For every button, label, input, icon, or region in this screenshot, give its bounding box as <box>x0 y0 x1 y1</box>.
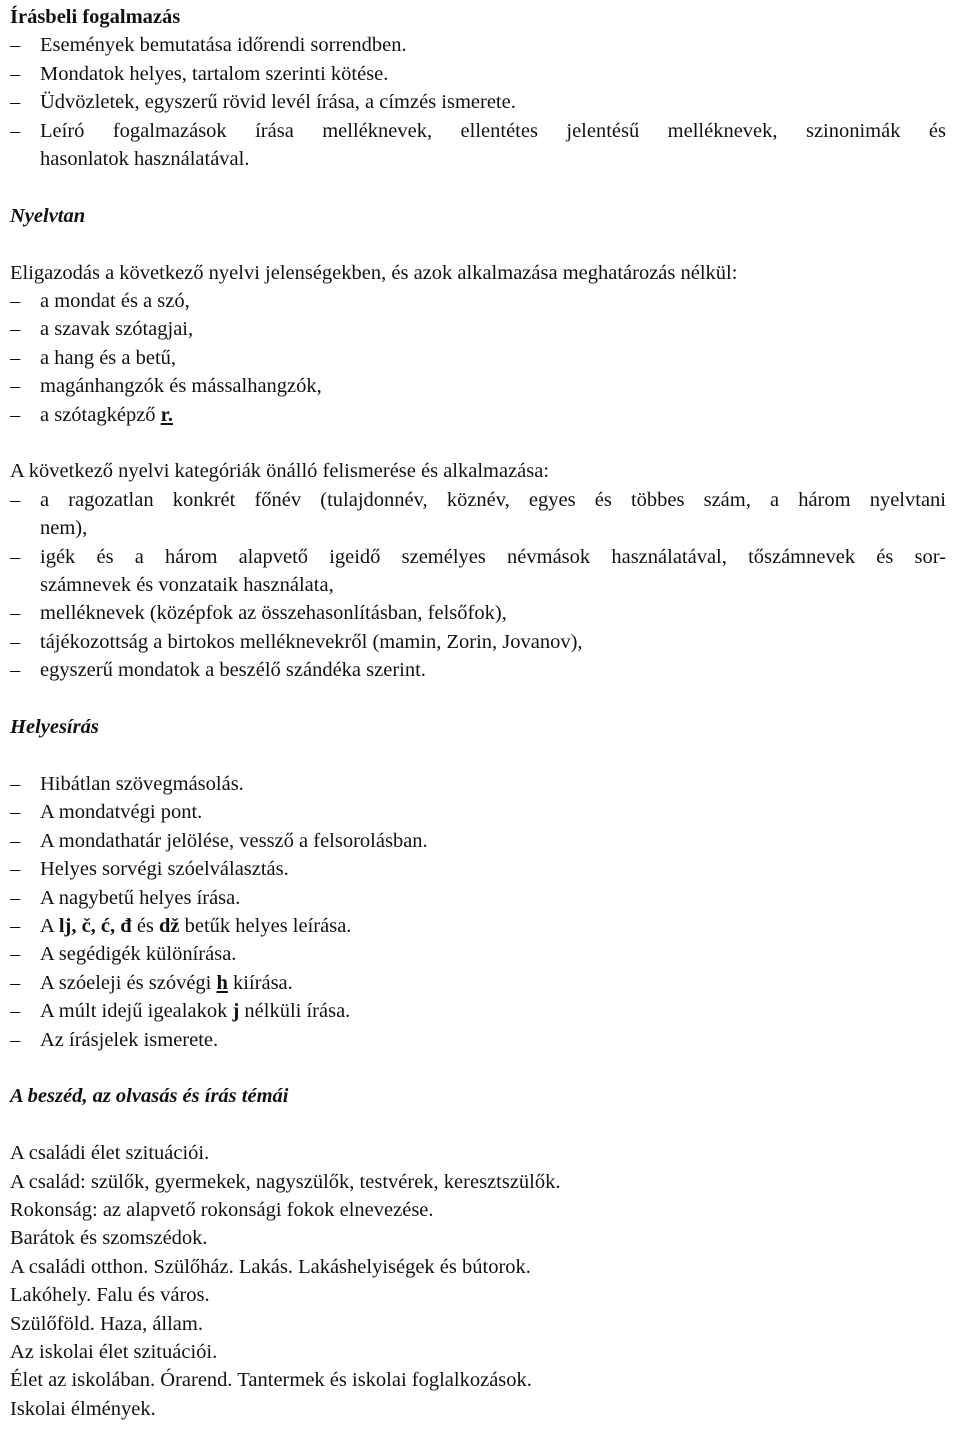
nyelvtan-categories <box>10 486 946 685</box>
topic-line: A családi otthon. Szülőház. Lakás. Lakáshelyiségek és bútorok. <box>10 1255 531 1278</box>
section-title-irasbeli: Írásbeli fogalmazás <box>10 6 181 28</box>
list-item <box>10 969 946 997</box>
list-item-line: – Leíró fogalmazások írása melléknevek, ellentétes jelentésű melléknevek, szinonimák és <box>40 119 946 142</box>
list-item <box>10 997 946 1025</box>
helyesiras-list <box>10 770 946 1054</box>
underlined-letter: r <box>160 403 168 426</box>
list-item-text: betűk helyes leírása. <box>179 914 352 937</box>
nyelvtan-intro: Eligazodás a következő nyelvi jelenségekben, és azok alkalmazása meghatározás nélkül: <box>10 261 738 284</box>
list-item: – Mondatok helyes, tartalom szerinti kötése. <box>10 60 946 88</box>
list-item: – melléknevek (középfok az összehasonlításban, felsőfok), <box>10 599 946 627</box>
document-page <box>10 3 946 1423</box>
list-item-line: – igék és a három alapvető igeidő személyes névmások használatával, tőszámnevek és sor- <box>40 545 946 568</box>
topic-line: A családi élet szituációi. <box>10 1142 210 1165</box>
list-item: – a hang és a betű, <box>10 344 946 372</box>
topic-line: Élet az iskolában. Órarend. Tantermek és iskolai foglalkozások. <box>10 1369 532 1392</box>
list-item <box>10 401 946 429</box>
list-item: – A mondatvégi pont. <box>10 798 946 826</box>
temak-list <box>10 1139 946 1423</box>
list-item-line: nem), <box>40 517 88 540</box>
list-item: – A segédigék különírása. <box>10 940 946 968</box>
topic-line: Szülőföld. Haza, állam. <box>10 1312 203 1335</box>
list-item <box>10 912 946 940</box>
list-item <box>10 543 946 600</box>
list-item: – magánhangzók és mássalhangzók, <box>10 372 946 400</box>
underlined-letter: h <box>216 971 228 994</box>
list-item-text: nélküli írása. <box>239 1000 351 1023</box>
bold-letters: lj, č, ć, đ <box>58 914 132 937</box>
list-item-text: . <box>167 403 174 426</box>
list-item: – Események bemutatása időrendi sorrendben. <box>10 31 946 59</box>
topic-line: Lakóhely. Falu és város. <box>10 1284 210 1307</box>
list-item-text: a szótagképző <box>40 403 161 426</box>
topic-line: Iskolai élmények. <box>10 1397 156 1420</box>
list-item: – a mondat és a szó, <box>10 287 946 315</box>
nyelvtan-intro2: A következő nyelvi kategóriák önálló felismerése és alkalmazása: <box>10 460 550 483</box>
list-item: – Az írásjelek ismerete. <box>10 1026 946 1054</box>
list-item-line: számnevek és vonzataik használata, <box>40 574 334 597</box>
underlined-letter: j <box>232 1000 240 1023</box>
list-item-text: A múlt idejű igealakok <box>40 1000 233 1023</box>
list-item <box>10 117 946 174</box>
list-item-text: A <box>40 914 59 937</box>
topic-line: Rokonság: az alapvető rokonsági fokok elnevezése. <box>10 1198 434 1221</box>
nyelvtan-list <box>10 287 946 429</box>
irasbeli-list <box>10 31 946 173</box>
list-item: – Hibátlan szövegmásolás. <box>10 770 946 798</box>
section-title-helyesiras: Helyesírás <box>10 716 99 739</box>
list-item <box>10 486 946 543</box>
topic-line: A család: szülők, gyermekek, nagyszülők, testvérek, keresztszülők. <box>10 1170 561 1193</box>
topic-line: Az iskolai élet szituációi. <box>10 1340 218 1363</box>
list-item-text: A szóeleji és szóvégi <box>40 971 217 994</box>
list-item-text: és <box>131 914 160 937</box>
section-title-temak: A beszéd, az olvasás és írás témái <box>10 1085 289 1108</box>
list-item: – egyszerű mondatok a beszélő szándéka szerint. <box>10 656 946 684</box>
list-item: – A mondathatár jelölése, vessző a felsorolásban. <box>10 827 946 855</box>
list-item-line: – a ragozatlan konkrét főnév (tulajdonnév, köznév, egyes és többes szám, a három nyelvtani <box>40 488 946 511</box>
list-item: – Üdvözletek, egyszerű rövid levél írása, a címzés ismerete. <box>10 88 946 116</box>
list-item: – a szavak szótagjai, <box>10 315 946 343</box>
topic-line: Barátok és szomszédok. <box>10 1227 208 1250</box>
list-item-line: hasonlatok használatával. <box>40 148 250 171</box>
bold-letters: dž <box>159 914 180 937</box>
list-item: – Helyes sorvégi szóelválasztás. <box>10 855 946 883</box>
list-item-text: kiírása. <box>227 971 293 994</box>
list-item: – tájékozottság a birtokos melléknevekről (mamin, Zorin, Jovanov), <box>10 628 946 656</box>
list-item: – A nagybetű helyes írása. <box>10 884 946 912</box>
section-title-nyelvtan: Nyelvtan <box>10 204 86 227</box>
